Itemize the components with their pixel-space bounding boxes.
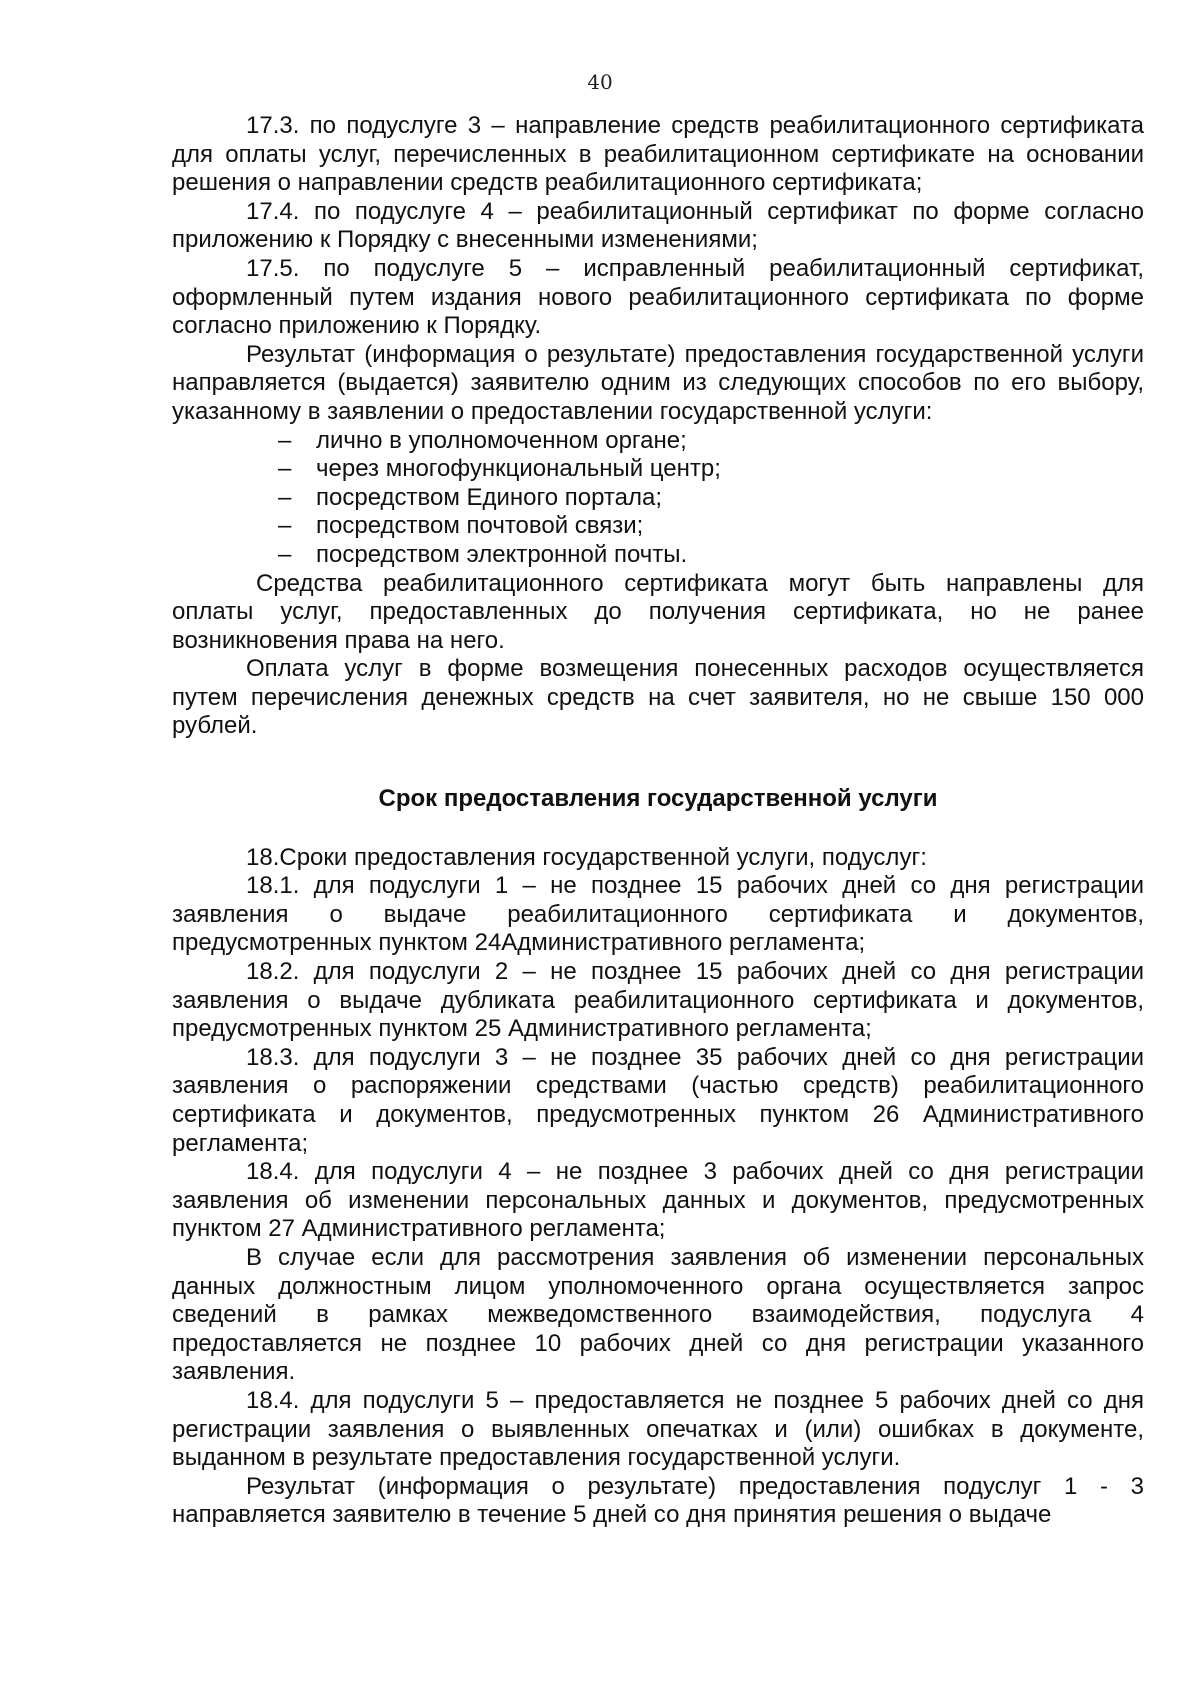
paragraph-18-1: 18.1. для подуслуги 1 – не позднее 15 рабочих дней со дня регистрации заявления о выдаче реабилитационного сертификата и документов, предусмотренных пунктом 24Административного регламента; <box>172 872 1144 957</box>
list-item <box>172 455 1144 484</box>
list-item <box>172 484 1144 513</box>
paragraph-result-delivery: Результат (информация о результате) предоставления государственной услуги направляется (выдается) заявителю одним из следующих способов по его выбору, указанному в заявлении о предоставлении государственной услуги: <box>172 340 1144 425</box>
list-dash: – <box>278 540 292 568</box>
paragraph-18-4: 18.4. для подуслуги 4 – не позднее 3 рабочих дней со дня регистрации заявления об изменении персональных данных и документов, предусмотренных пунктом 27 Административного регламента; <box>172 1158 1144 1243</box>
list-item <box>172 512 1144 541</box>
list-item-text: лично в уполномоченном органе; <box>316 426 687 454</box>
document-body <box>172 112 1144 1530</box>
paragraph-payment: Оплата услуг в форме возмещения понесенных расходов осуществляется путем перечисления денежных средств на счет заявителя, но не свыше 150 000 рублей. <box>172 655 1144 740</box>
paragraph-18-2: 18.2. для подуслуги 2 – не позднее 15 рабочих дней со дня регистрации заявления о выдаче дубликата реабилитационного сертификата и документов, предусмотренных пунктом 25 Административного регламента; <box>172 958 1144 1043</box>
list-item <box>172 427 1144 456</box>
paragraph-interagency: В случае если для рассмотрения заявления об изменении персональных данных должностным лицом уполномоченного органа осуществляется запрос сведений в рамках межведомственного взаимодействия, подуслуга 4 предоставляется не позднее 10 рабочих дней со дня регистрации указанного заявления. <box>172 1243 1144 1386</box>
delivery-methods-list <box>172 427 1144 570</box>
list-item-text: посредством почтовой связи; <box>316 512 644 540</box>
paragraph-17-4: 17.4. по подуслуге 4 – реабилитационный сертификат по форме согласно приложению к Порядку с внесенными изменениями; <box>172 197 1144 254</box>
list-item-text: посредством электронной почты. <box>316 540 688 568</box>
list-dash: – <box>278 512 292 540</box>
paragraph-18: 18.Сроки предоставления государственной услуги, подуслуг: <box>246 843 927 871</box>
list-dash: – <box>278 483 292 511</box>
page-number: 40 <box>587 70 613 94</box>
paragraph-certificate-funds: Средства реабилитационного сертификата могут быть направлены для оплаты услуг, предоставленных до получения сертификата, но не ранее возникновения права на него. <box>172 569 1144 654</box>
paragraph-17-3: 17.3. по подуслуге 3 – направление средств реабилитационного сертификата для оплаты услуг, перечисленных в реабилитационном сертификате на основании решения о направлении средств реабилитационного сертификата; <box>172 112 1144 197</box>
list-item <box>172 541 1144 570</box>
paragraph-18-3: 18.3. для подуслуги 3 – не позднее 35 рабочих дней со дня регистрации заявления о распоряжении средствами (частью средств) реабилитационного сертификата и документов, предусмотренных пунктом 26 Административного регламента; <box>172 1043 1144 1157</box>
paragraph-18-4-sub5: 18.4. для подуслуги 5 – предоставляется не позднее 5 рабочих дней со дня регистрации заявления о выявленных опечатках и (или) ошибках в документе, выданном в результате предоставления государственной услуги. <box>172 1386 1144 1472</box>
list-item-text: посредством Единого портала; <box>316 483 663 511</box>
list-dash: – <box>278 426 292 454</box>
paragraph-17-5: 17.5. по подуслуге 5 – исправленный реабилитационный сертификат, оформленный путем издания нового реабилитационного сертификата по форме согласно приложению к Порядку. <box>172 254 1144 340</box>
paragraph-result-timing: Результат (информация о результате) предоставления подуслуг 1 - 3 направляется заявителю в течение 5 дней со дня принятия решения о выдаче <box>172 1472 1144 1529</box>
list-item-text: через многофункциональный центр; <box>316 455 721 483</box>
section-heading: Срок предоставления государственной услуги <box>378 785 938 813</box>
list-dash: – <box>278 455 292 483</box>
